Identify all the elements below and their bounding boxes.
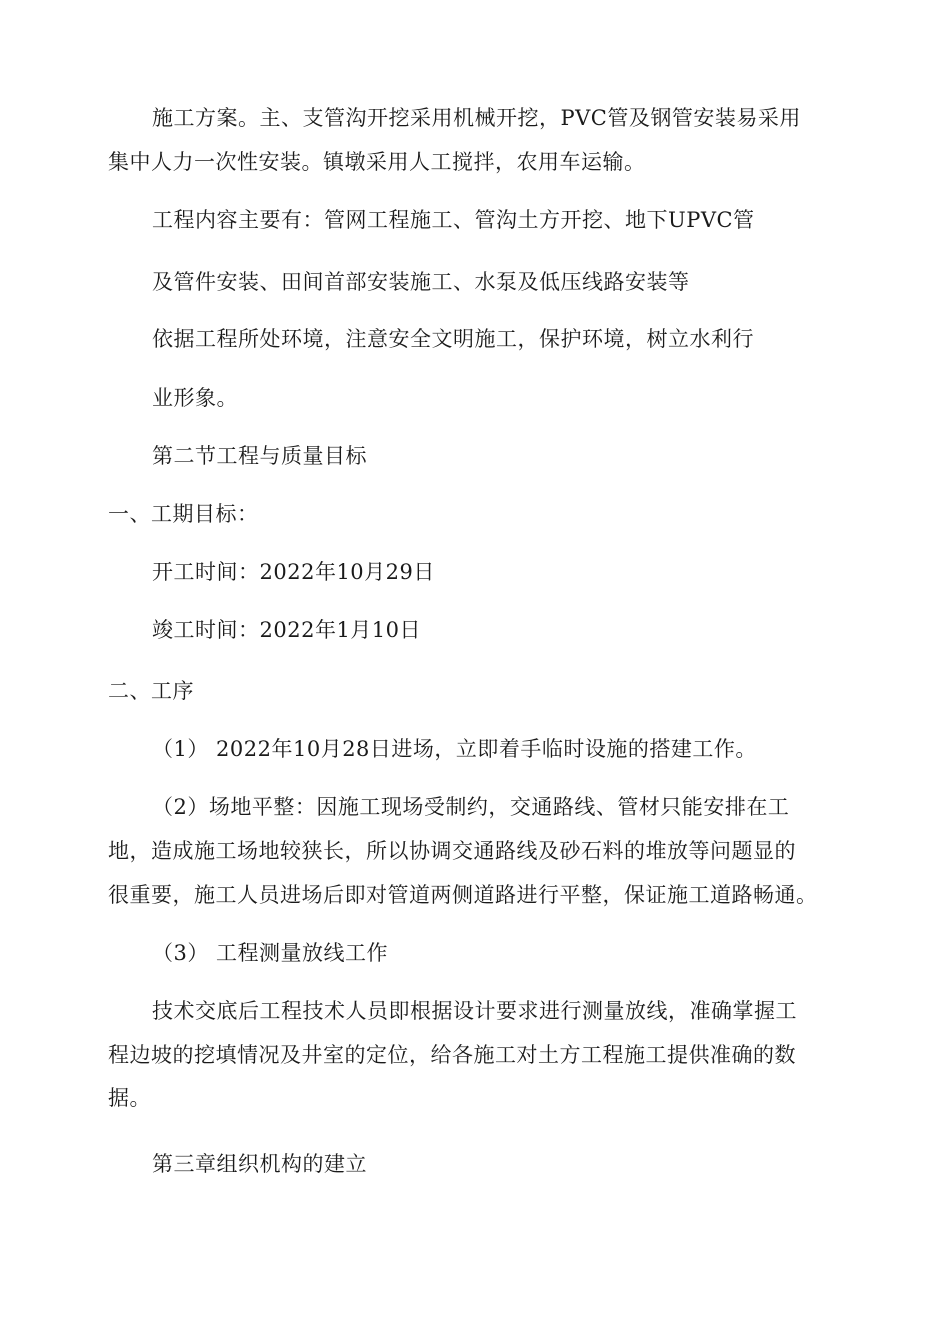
- paragraph-line: 技术交底后工程技术人员即根据设计要求进行测量放线，准确掌握工: [152, 999, 797, 1023]
- paragraph-line: 据。: [108, 1086, 151, 1110]
- paragraph-line: 及管件安装、田间首部安装施工、水泵及低压线路安装等: [152, 270, 690, 294]
- numbered-item: （1） 2022年10月28日进场，立即着手临时设施的搭建工作。: [152, 737, 757, 761]
- paragraph-line: 业形象。: [152, 386, 238, 410]
- chapter-heading: 第三章组织机构的建立: [152, 1152, 367, 1176]
- numbered-item: （2）场地平整：因施工现场受制约，交通路线、管材只能安排在工: [152, 795, 790, 819]
- start-date-line: 开工时间：2022年10月29日: [152, 560, 435, 584]
- section-heading: 第二节工程与质量目标: [152, 444, 367, 468]
- list-heading: 一、工期目标：: [108, 502, 259, 526]
- finish-date-line: 竣工时间：2022年1月10日: [152, 618, 422, 642]
- paragraph-line: 集中人力一次性安装。镇墩采用人工搅拌，农用车运输。: [108, 150, 646, 174]
- paragraph-line: 依据工程所处环境，注意安全文明施工，保护环境，树立水利行: [152, 327, 754, 351]
- paragraph-line: 地，造成施工场地较狭长，所以协调交通路线及砂石料的堆放等问题显的: [108, 839, 796, 863]
- list-heading: 二、工序: [108, 679, 194, 703]
- paragraph-line: 施工方案。主、支管沟开挖采用机械开挖，PVC管及钢管安装易采用: [152, 106, 801, 130]
- numbered-item: （3） 工程测量放线工作: [152, 941, 389, 965]
- paragraph-line: 工程内容主要有：管网工程施工、管沟土方开挖、地下UPVC管: [152, 208, 755, 232]
- paragraph-line: 程边坡的挖填情况及井室的定位，给各施工对土方工程施工提供准确的数: [108, 1043, 796, 1067]
- paragraph-line: 很重要，施工人员进场后即对管道两侧道路进行平整，保证施工道路畅通。: [108, 883, 818, 907]
